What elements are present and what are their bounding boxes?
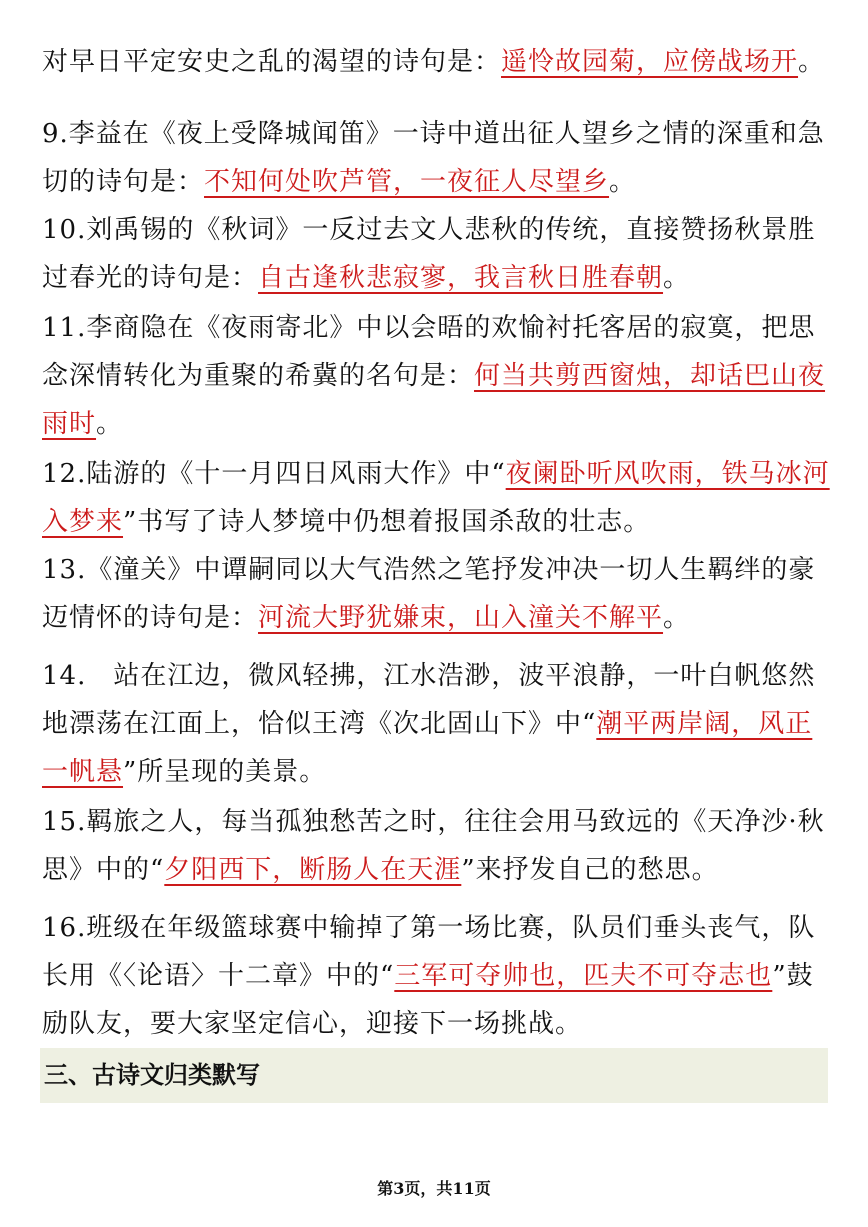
answer-text: 河流大野犹嫌束，山入潼关不解平 xyxy=(258,603,664,633)
answer-text: 夜阑卧听风吹雨，铁马冰河入梦来 xyxy=(42,459,830,537)
answer-text: 遥怜故园菊，应傍战场开 xyxy=(501,47,799,77)
question-text-end: 。 xyxy=(96,409,124,439)
question-text-end: ”鼓励队友，要大家坚定信心，迎接下一场挑战。 xyxy=(42,961,814,1039)
answer-text: 不知何处吹芦管，一夜征人尽望乡 xyxy=(204,167,610,197)
page-number: 第3页，共11页 xyxy=(377,1179,491,1198)
question-item xyxy=(42,798,832,894)
question-text: 9.李益在《夜上受降城闻笛》一诗中道出征人望乡之情的深重和急切的诗句是： xyxy=(42,119,825,197)
answer-text: 自古逢秋悲寂寥，我言秋日胜春朝 xyxy=(258,263,664,293)
answer-text: 夕阳西下，断肠人在天涯 xyxy=(164,855,462,885)
question-item xyxy=(42,206,832,302)
question-item xyxy=(42,110,832,206)
question-text-end: 。 xyxy=(798,47,826,77)
question-text: 15.羁旅之人，每当孤独愁苦之时，往往会用马致远的《天净沙·秋思》中的“ xyxy=(42,807,825,885)
question-text-end: ”所呈现的美景。 xyxy=(123,757,327,787)
answer-text: 三军可夺帅也，匹夫不可夺志也 xyxy=(394,961,773,991)
question-text: 16.班级在年级篮球赛中输掉了第一场比赛，队员们垂头丧气，队长用《〈论语〉十二章》中的“ xyxy=(42,913,816,991)
question-item xyxy=(42,546,832,642)
question-text: 14. 站在江边，微风轻拂，江水浩渺，波平浪静，一叶白帆悠然地漂荡在江面上，恰似王湾《次北固山下》中“ xyxy=(42,661,816,739)
question-text: 11.李商隐在《夜雨寄北》中以会晤的欢愉衬托客居的寂寞，把思念深情转化为重聚的希冀的名句是： xyxy=(42,313,816,391)
question-text-end: 。 xyxy=(609,167,637,197)
question-text: 13.《潼关》中谭嗣同以大气浩然之笔抒发冲决一切人生羁绊的豪迈情怀的诗句是： xyxy=(42,555,816,633)
question-item xyxy=(42,450,832,546)
question-text-end: ”来抒发自己的愁思。 xyxy=(461,855,719,885)
question-text-end: 。 xyxy=(663,603,691,633)
section-heading: 三、古诗文归类默写 xyxy=(40,1048,828,1103)
question-text-end: 。 xyxy=(663,263,691,293)
question-item xyxy=(42,652,832,796)
question-item xyxy=(42,904,832,1048)
answer-text: 何当共剪西窗烛，却话巴山夜雨时 xyxy=(42,361,826,439)
question-text: 对早日平定安史之乱的渴望的诗句是： xyxy=(42,47,502,77)
question-item xyxy=(42,38,832,86)
answer-text: 潮平两岸阔，风正一帆悬 xyxy=(42,709,813,787)
question-item xyxy=(42,304,832,448)
question-text: 12.陆游的《十一月四日风雨大作》中“ xyxy=(42,459,506,489)
question-text-end: ”书写了诗人梦境中仍想着报国杀敌的壮志。 xyxy=(123,507,651,537)
question-text: 10.刘禹锡的《秋词》一反过去文人悲秋的传统，直接赞扬秋景胜过春光的诗句是： xyxy=(42,215,816,293)
